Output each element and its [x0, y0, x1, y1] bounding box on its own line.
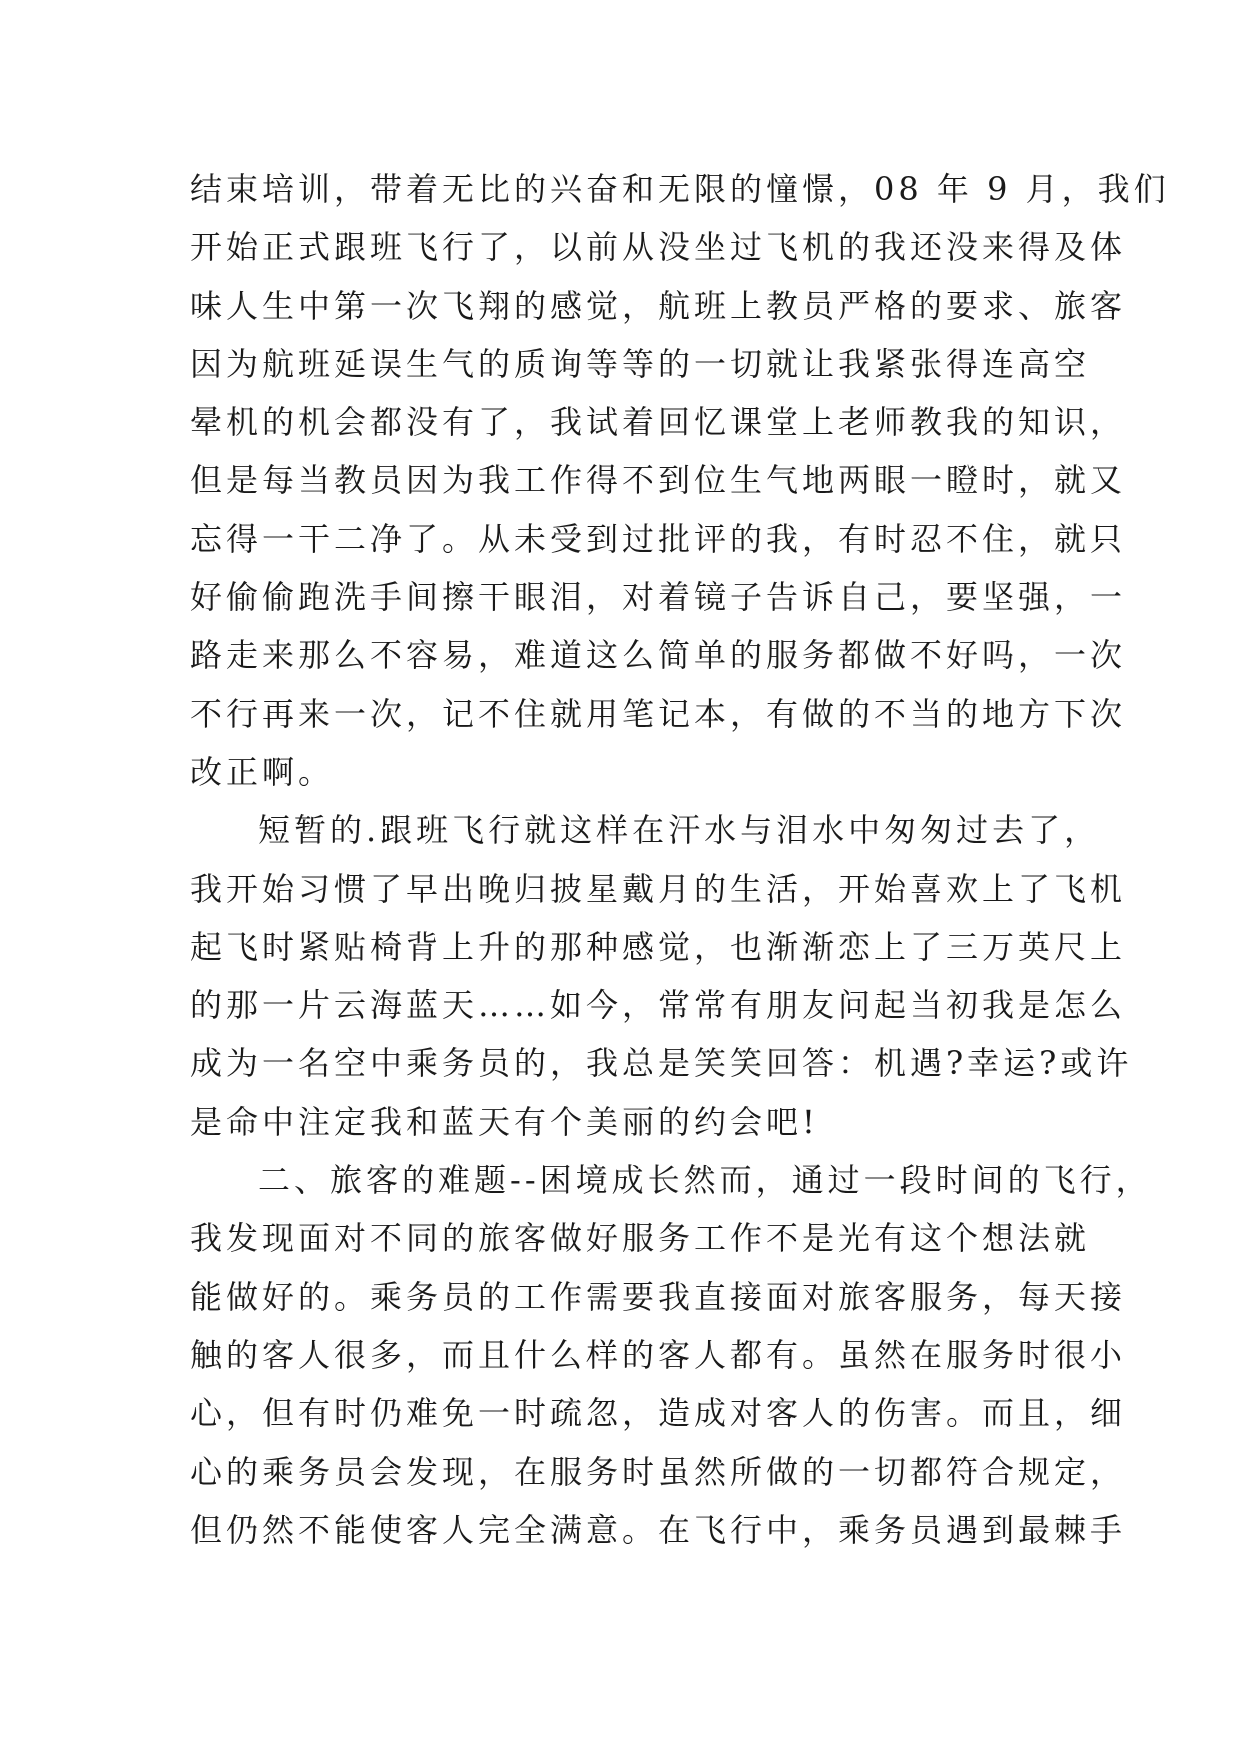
text-line: 成为一名空中乘务员的，我总是笑笑回答：机遇?幸运?或许 — [190, 1044, 1133, 1083]
text-line: 改正啊。 — [190, 752, 335, 791]
text-line: 是命中注定我和蓝天有个美丽的约会吧! — [190, 1102, 819, 1141]
text-line: 短暂的.跟班飞行就这样在汗水与泪水中匆匆过去了， — [258, 811, 1101, 850]
text-line: 心的乘务员会发现，在服务时虽然所做的一切都符合规定， — [190, 1452, 1127, 1491]
text-line: 触的客人很多，而且什么样的客人都有。虽然在服务时很小 — [190, 1335, 1127, 1374]
text-line: 因为航班延误生气的质询等等的一切就让我紧张得连高空 — [190, 344, 1091, 383]
text-line: 开始正式跟班飞行了，以前从没坐过飞机的我还没来得及体 — [190, 228, 1127, 267]
text-line: 二、旅客的难题--困境成长然而，通过一段时间的飞行， — [258, 1161, 1152, 1200]
text-line: 我发现面对不同的旅客做好服务工作不是光有这个想法就 — [190, 1219, 1091, 1258]
text-line: 忘得一干二净了。从未受到过批评的我，有时忍不住，就只 — [190, 519, 1127, 558]
text-line: 我开始习惯了早出晚归披星戴月的生活，开始喜欢上了飞机 — [190, 869, 1127, 908]
text-line: 晕机的机会都没有了，我试着回忆课堂上老师教我的知识， — [190, 403, 1127, 442]
text-line: 起飞时紧贴椅背上升的那种感觉，也渐渐恋上了三万英尺上 — [190, 927, 1127, 966]
text-line: 的那一片云海蓝天……如今，常常有朋友问起当初我是怎么 — [190, 986, 1127, 1025]
paragraph-3 — [190, 1151, 1152, 1559]
paragraph-1 — [190, 160, 1170, 801]
text-line: 不行再来一次，记不住就用笔记本，有做的不当的地方下次 — [190, 694, 1127, 733]
text-line: 路走来那么不容易，难道这么简单的服务都做不好吗，一次 — [190, 636, 1127, 675]
text-line: 好偷偷跑洗手间擦干眼泪，对着镜子告诉自己，要坚强，一 — [190, 578, 1127, 617]
text-line: 但仍然不能使客人完全满意。在飞行中，乘务员遇到最棘手 — [190, 1510, 1127, 1549]
text-line: 但是每当教员因为我工作得不到位生气地两眼一瞪时，就又 — [190, 461, 1127, 500]
text-line: 味人生中第一次飞翔的感觉，航班上教员严格的要求、旅客 — [190, 286, 1127, 325]
text-line: 心，但有时仍难免一时疏忽，造成对客人的伤害。而且，细 — [190, 1394, 1127, 1433]
body-text — [190, 160, 1170, 1559]
paragraph-2 — [190, 801, 1133, 1151]
text-line: 结束培训，带着无比的兴奋和无限的憧憬，08 年 9 月，我们 — [190, 170, 1170, 208]
text-line: 能做好的。乘务员的工作需要我直接面对旅客服务，每天接 — [190, 1277, 1127, 1316]
